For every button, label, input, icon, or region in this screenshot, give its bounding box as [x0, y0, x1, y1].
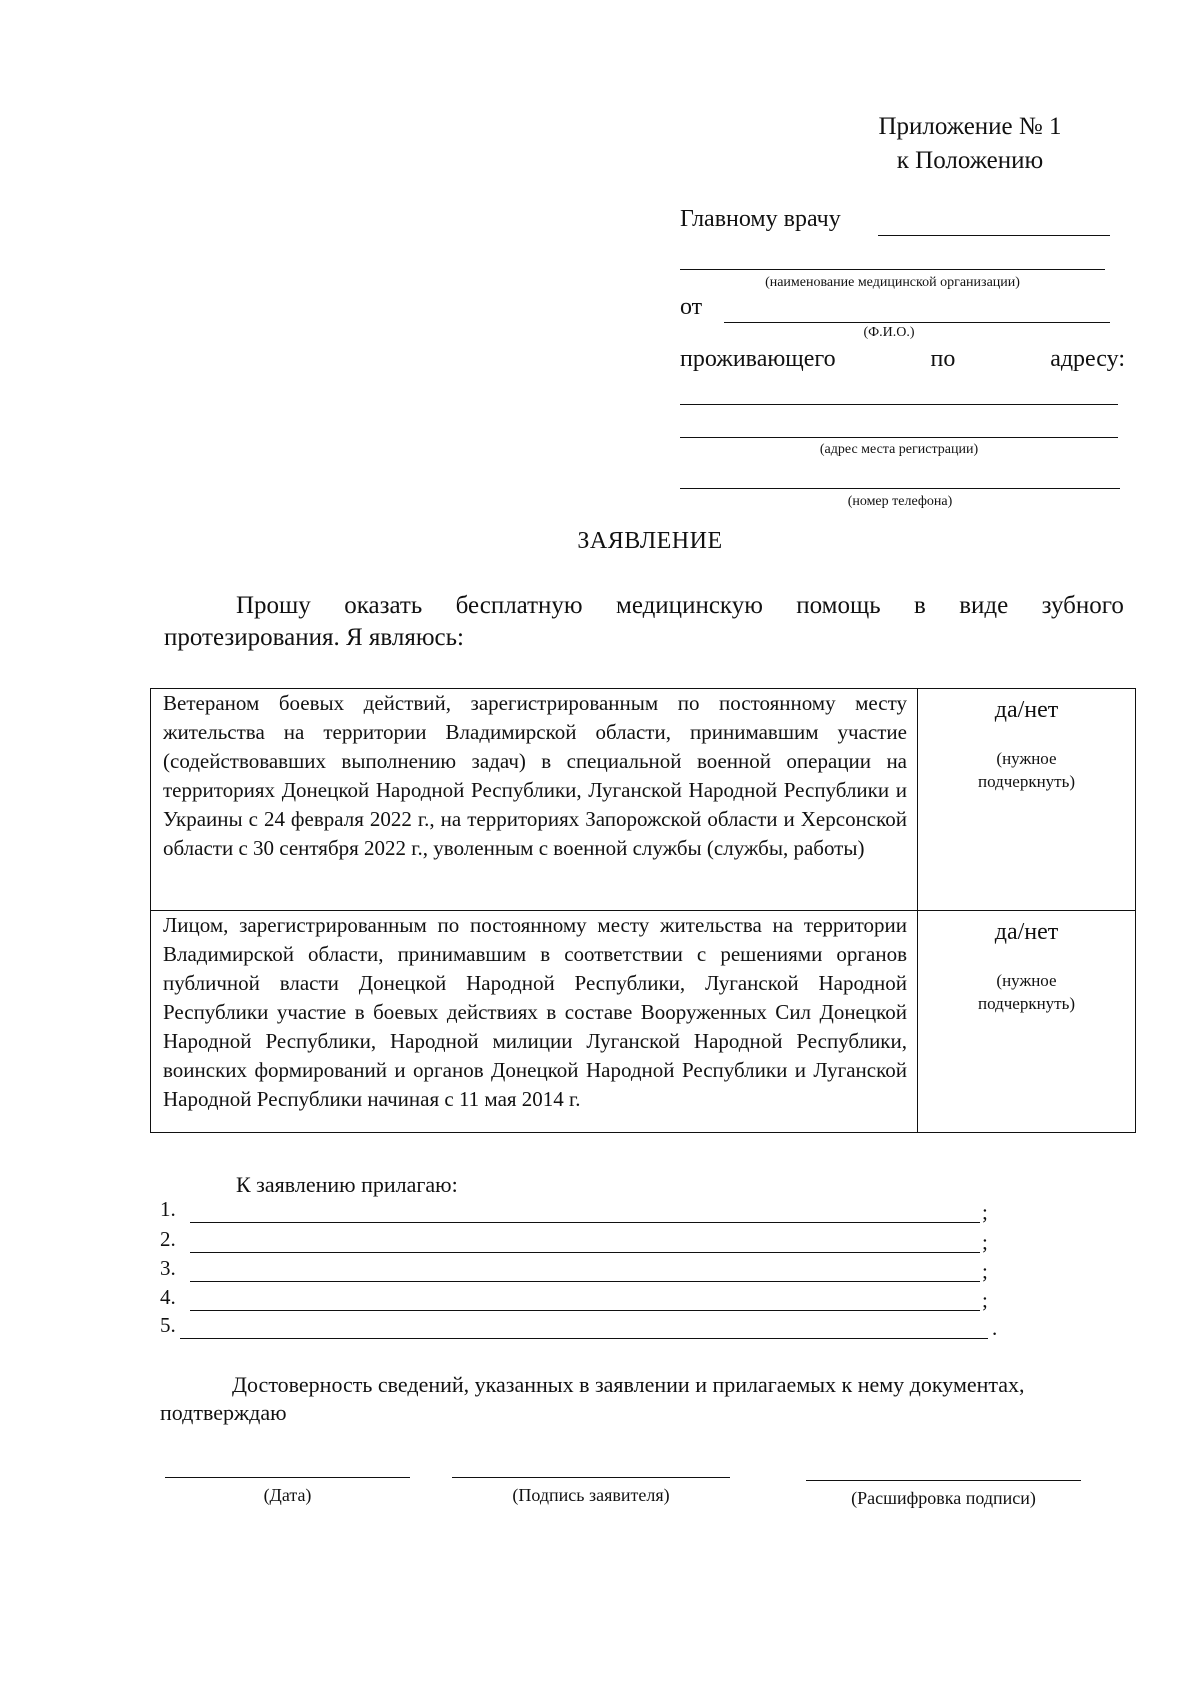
request-word: бесплатную	[455, 592, 583, 619]
eligibility-table	[150, 688, 1136, 1133]
request-line-1	[236, 592, 1124, 620]
residing-word: по	[930, 346, 956, 372]
attachment-end-mark: ;	[982, 1200, 988, 1224]
appendix-header	[855, 110, 1085, 178]
request-word: виде	[959, 592, 1009, 619]
chief-doctor-label: Главному врачу	[680, 206, 841, 232]
chief-doctor-blank[interactable]	[878, 235, 1110, 236]
table-row	[151, 911, 1136, 1133]
attachment-end-mark: ;	[982, 1259, 988, 1283]
date-blank[interactable]	[165, 1477, 410, 1478]
request-word: зубного	[1041, 592, 1124, 619]
attachments-label: К заявлению прилагаю:	[236, 1172, 458, 1197]
attachment-number: 2.	[160, 1227, 176, 1251]
answer-cell[interactable]	[918, 911, 1136, 1133]
appendix-line2: к Положению	[896, 147, 1044, 174]
attachment-number: 4.	[160, 1285, 176, 1309]
category-description: Ветераном боевых действий, зарегистрированным по постоянному месту жительства на территории Владимирской области, принимавшим участие (содействовавших выполнению задач) в специальной военной операции на территориях Донецкой Народной Республики, Луганской Народной Республики и Украины с 24 февраля 2022 г., на территориях Запорожской области и Херсонской области с 30 сентября 2022 г., уволенным с военной службы (службы, работы)	[151, 689, 918, 911]
confirmation-line-2: подтверждаю	[160, 1400, 287, 1425]
residing-word: проживающего	[680, 346, 836, 372]
underline-hint	[919, 969, 1134, 1015]
request-line-2: протезирования. Я являюсь:	[164, 624, 464, 651]
document-title: ЗАЯВЛЕНИЕ	[577, 528, 723, 554]
request-word: в	[914, 592, 926, 619]
attachment-end-mark: .	[992, 1316, 998, 1340]
attachment-number: 3.	[160, 1256, 176, 1280]
decoding-blank[interactable]	[806, 1480, 1081, 1481]
appendix-line1: Приложение № 1	[878, 113, 1062, 140]
request-word: помощь	[796, 592, 881, 619]
attachment-number: 5.	[160, 1313, 176, 1337]
decoding-caption: (Расшифровка подписи)	[851, 1488, 1036, 1508]
hint-line: (нужное	[996, 971, 1057, 990]
request-word: медицинскую	[616, 592, 763, 619]
answer-cell[interactable]	[918, 689, 1136, 911]
address-caption: (адрес места регистрации)	[819, 442, 979, 457]
confirmation-line-1: Достоверность сведений, указанных в заявлении и прилагаемых к нему документах,	[232, 1372, 1025, 1397]
residing-word: адресу:	[1050, 346, 1125, 372]
organization-caption: (наименование медицинской организации)	[765, 275, 1020, 290]
signature-caption: (Подпись заявителя)	[512, 1485, 670, 1505]
residing-label	[680, 346, 1125, 373]
request-word: Прошу	[236, 592, 311, 619]
table-row	[151, 689, 1136, 911]
hint-line: подчеркнуть)	[977, 772, 1076, 791]
attachment-number: 1.	[160, 1197, 176, 1221]
attachment-blank-3[interactable]	[190, 1281, 980, 1282]
address-blank-2[interactable]	[680, 437, 1118, 438]
yes-no-option[interactable]: да/нет	[994, 697, 1059, 723]
yes-no-option[interactable]: да/нет	[994, 919, 1059, 945]
request-word: оказать	[344, 592, 423, 619]
attachment-end-mark: ;	[982, 1288, 988, 1312]
signature-blank[interactable]	[452, 1477, 730, 1478]
hint-line: подчеркнуть)	[977, 994, 1076, 1013]
underline-hint	[919, 747, 1134, 793]
fio-blank[interactable]	[724, 322, 1110, 323]
fio-caption: (Ф.И.О.)	[863, 325, 915, 340]
attachment-blank-5[interactable]	[180, 1338, 988, 1339]
address-blank-1[interactable]	[680, 404, 1118, 405]
attachment-blank-4[interactable]	[190, 1310, 980, 1311]
organization-blank[interactable]	[680, 269, 1105, 270]
date-caption: (Дата)	[263, 1485, 312, 1505]
attachment-end-mark: ;	[982, 1230, 988, 1254]
category-description: Лицом, зарегистрированным по постоянному месту жительства на территории Владимирской области, принимавшим в соответствии с решениями органов публичной власти Донецкой Народной Республики, Луганской Народной Республики участие в боевых действиях в составе Вооруженных Сил Донецкой Народной Республики, Народной милиции Луганской Народной Республики, воинских формирований и органов Донецкой Народной Республики и Луганской Народной Республики начиная с 11 мая 2014 г.	[151, 911, 918, 1133]
from-label: от	[680, 294, 703, 320]
hint-line: (нужное	[996, 749, 1057, 768]
phone-blank[interactable]	[680, 488, 1120, 489]
attachment-blank-2[interactable]	[190, 1252, 980, 1253]
phone-caption: (номер телефона)	[847, 494, 953, 509]
attachment-blank-1[interactable]	[190, 1222, 980, 1223]
